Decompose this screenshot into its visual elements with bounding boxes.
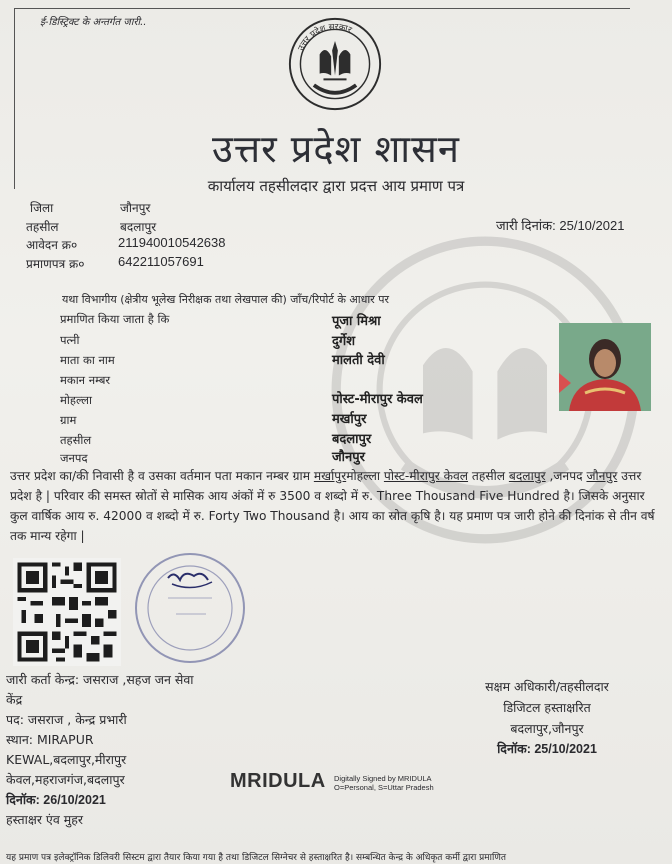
field-label-janpad: जनपद <box>60 451 88 465</box>
certificate-label: प्रमाणपत्र क्र० <box>26 257 85 271</box>
issuer-center-cont: केंद्र <box>6 692 23 707</box>
field-label-house: मकान नम्बर <box>60 373 111 387</box>
field-value-village: मर्खापुर <box>332 412 367 427</box>
issuer-block <box>6 670 266 830</box>
field-value-husband: दुर्गेश <box>332 334 356 349</box>
intro-line: यथा विभागीय (क्षेत्रीय भूलेख निरीक्षक तथा लेखपाल की) जाँच/रिपोर्ट के आधार पर <box>62 293 389 306</box>
para-district: जौनपुर <box>586 469 618 483</box>
digital-signature-note: Digitally Signed by MRIDULA O=Personal, S=Uttar Pradesh <box>334 774 434 792</box>
page-title: उत्तर प्रदेश शासन <box>212 127 460 171</box>
certificate-paragraph <box>10 466 660 546</box>
official-stamp <box>122 548 257 668</box>
emblem-text: उत्तर प्रदेश सरकार <box>296 22 353 53</box>
issuer-place-3: केवल,महराजगंज,बदलापुर <box>6 772 125 787</box>
field-value-mohalla: पोस्ट-मीरापुर केवल <box>332 392 423 407</box>
field-value-mother: मालती देवी <box>332 353 385 368</box>
tehsil-value: बदलापुर <box>120 220 157 234</box>
para-mohalla: पोस्ट-मीरापुर केवल <box>383 469 469 483</box>
para-text-5: उत्तर प्रदेश है | परिवार की समस्त स्रोतों से मासिक आय अंकों में रु 3500 व शब्दो में रु. Three Thousand Five Hundred है। जिसके अनुसार कुल वार्षिक आय रु. 42000 व शब्दो में रु. Forty Two Thousand है। आय का स्रोत कृषि है। यह प्रमाण पत्र जारी होने की दिनांक से तीन वर्ष तक मान्य रहेगा | <box>10 469 655 543</box>
issuer-center: जारी कर्ता केन्द्र: जसराज ,सहज जन सेवा <box>6 672 194 687</box>
authority-date: दिनॉक: 25/10/2021 <box>497 742 597 756</box>
para-text-1: उत्तर प्रदेश का/की निवासी है व उसका वर्तमान पता मकान नम्बर ग्राम <box>10 469 314 483</box>
authority-digital: डिजिटल हस्ताक्षरित <box>503 700 591 715</box>
issuer-place-2: KEWAL,बदलापुर,मीरापुर <box>6 752 127 767</box>
district-label: जिला <box>30 201 54 215</box>
qr-code <box>12 558 122 666</box>
issuer-post: पद: जसराज , केन्द्र प्रभारी <box>6 712 127 727</box>
field-label-mohalla: मोहल्ला <box>60 393 92 407</box>
field-value-tehsil: बदलापुर <box>332 432 372 447</box>
issuer-sign-label: हस्ताक्षर एंव मुहर <box>6 812 83 827</box>
application-label: आवेदन क्र० <box>26 238 78 252</box>
field-label-certified: प्रमाणित किया जाता है कि <box>60 312 170 326</box>
field-label-husband: पत्नी <box>60 333 80 347</box>
field-label-tehsil: तहसील <box>60 433 92 447</box>
svg-text:उत्तर प्रदेश सरकार <box>296 22 353 52</box>
field-value-name: पूजा मिश्रा <box>332 314 381 329</box>
field-value-janpad: जौनपुर <box>332 450 365 465</box>
issuer-place: स्थान: MIRAPUR <box>6 732 94 747</box>
para-tehsil: बदलापुर <box>508 469 546 483</box>
header-note: ई-डिस्ट्रिक्ट के अन्तर्गत जारी.. <box>40 17 147 28</box>
field-label-village: ग्राम <box>60 413 77 427</box>
para-text-3: तहसील <box>468 469 509 483</box>
issue-date: जारी दिनांक: 25/10/2021 <box>496 218 625 233</box>
district-value: जौनपुर <box>120 201 151 215</box>
para-village: मर्खापुर <box>313 469 347 483</box>
authority-block <box>452 676 642 760</box>
field-label-mother: माता का नाम <box>60 353 115 367</box>
authority-title: सक्षम अधिकारी/तहसीलदार <box>485 679 609 694</box>
certificate-subtitle: कार्यालय तहसीलदार द्वारा प्रदत्त आय प्रमाण पत्र <box>207 177 465 195</box>
application-number: 211940010542638 <box>118 235 226 250</box>
applicant-photo <box>559 323 651 411</box>
footer-note: यह प्रमाण पत्र इलेक्ट्रॉनिक डिलिवरी सिस्टम द्वारा तैयार किया गया है तथा डिजिटल सिग्नेचर से हस्ताक्षरित है। सम्बन्धित केन्द्र के अधिकृत कर्मी द्वारा प्रमाणित <box>6 853 506 863</box>
up-emblem-logo <box>287 16 383 112</box>
signature-name: MRIDULA <box>230 770 326 792</box>
certificate-number: 642211057691 <box>118 254 204 269</box>
tehsil-label: तहसील <box>26 220 59 234</box>
para-text-4: ,जनपद <box>545 469 587 483</box>
authority-location: बदलापुर,जौनपुर <box>510 721 584 736</box>
para-text-2: मोहल्ला <box>346 469 384 483</box>
issuer-date: दिनॉक: 26/10/2021 <box>6 793 106 807</box>
